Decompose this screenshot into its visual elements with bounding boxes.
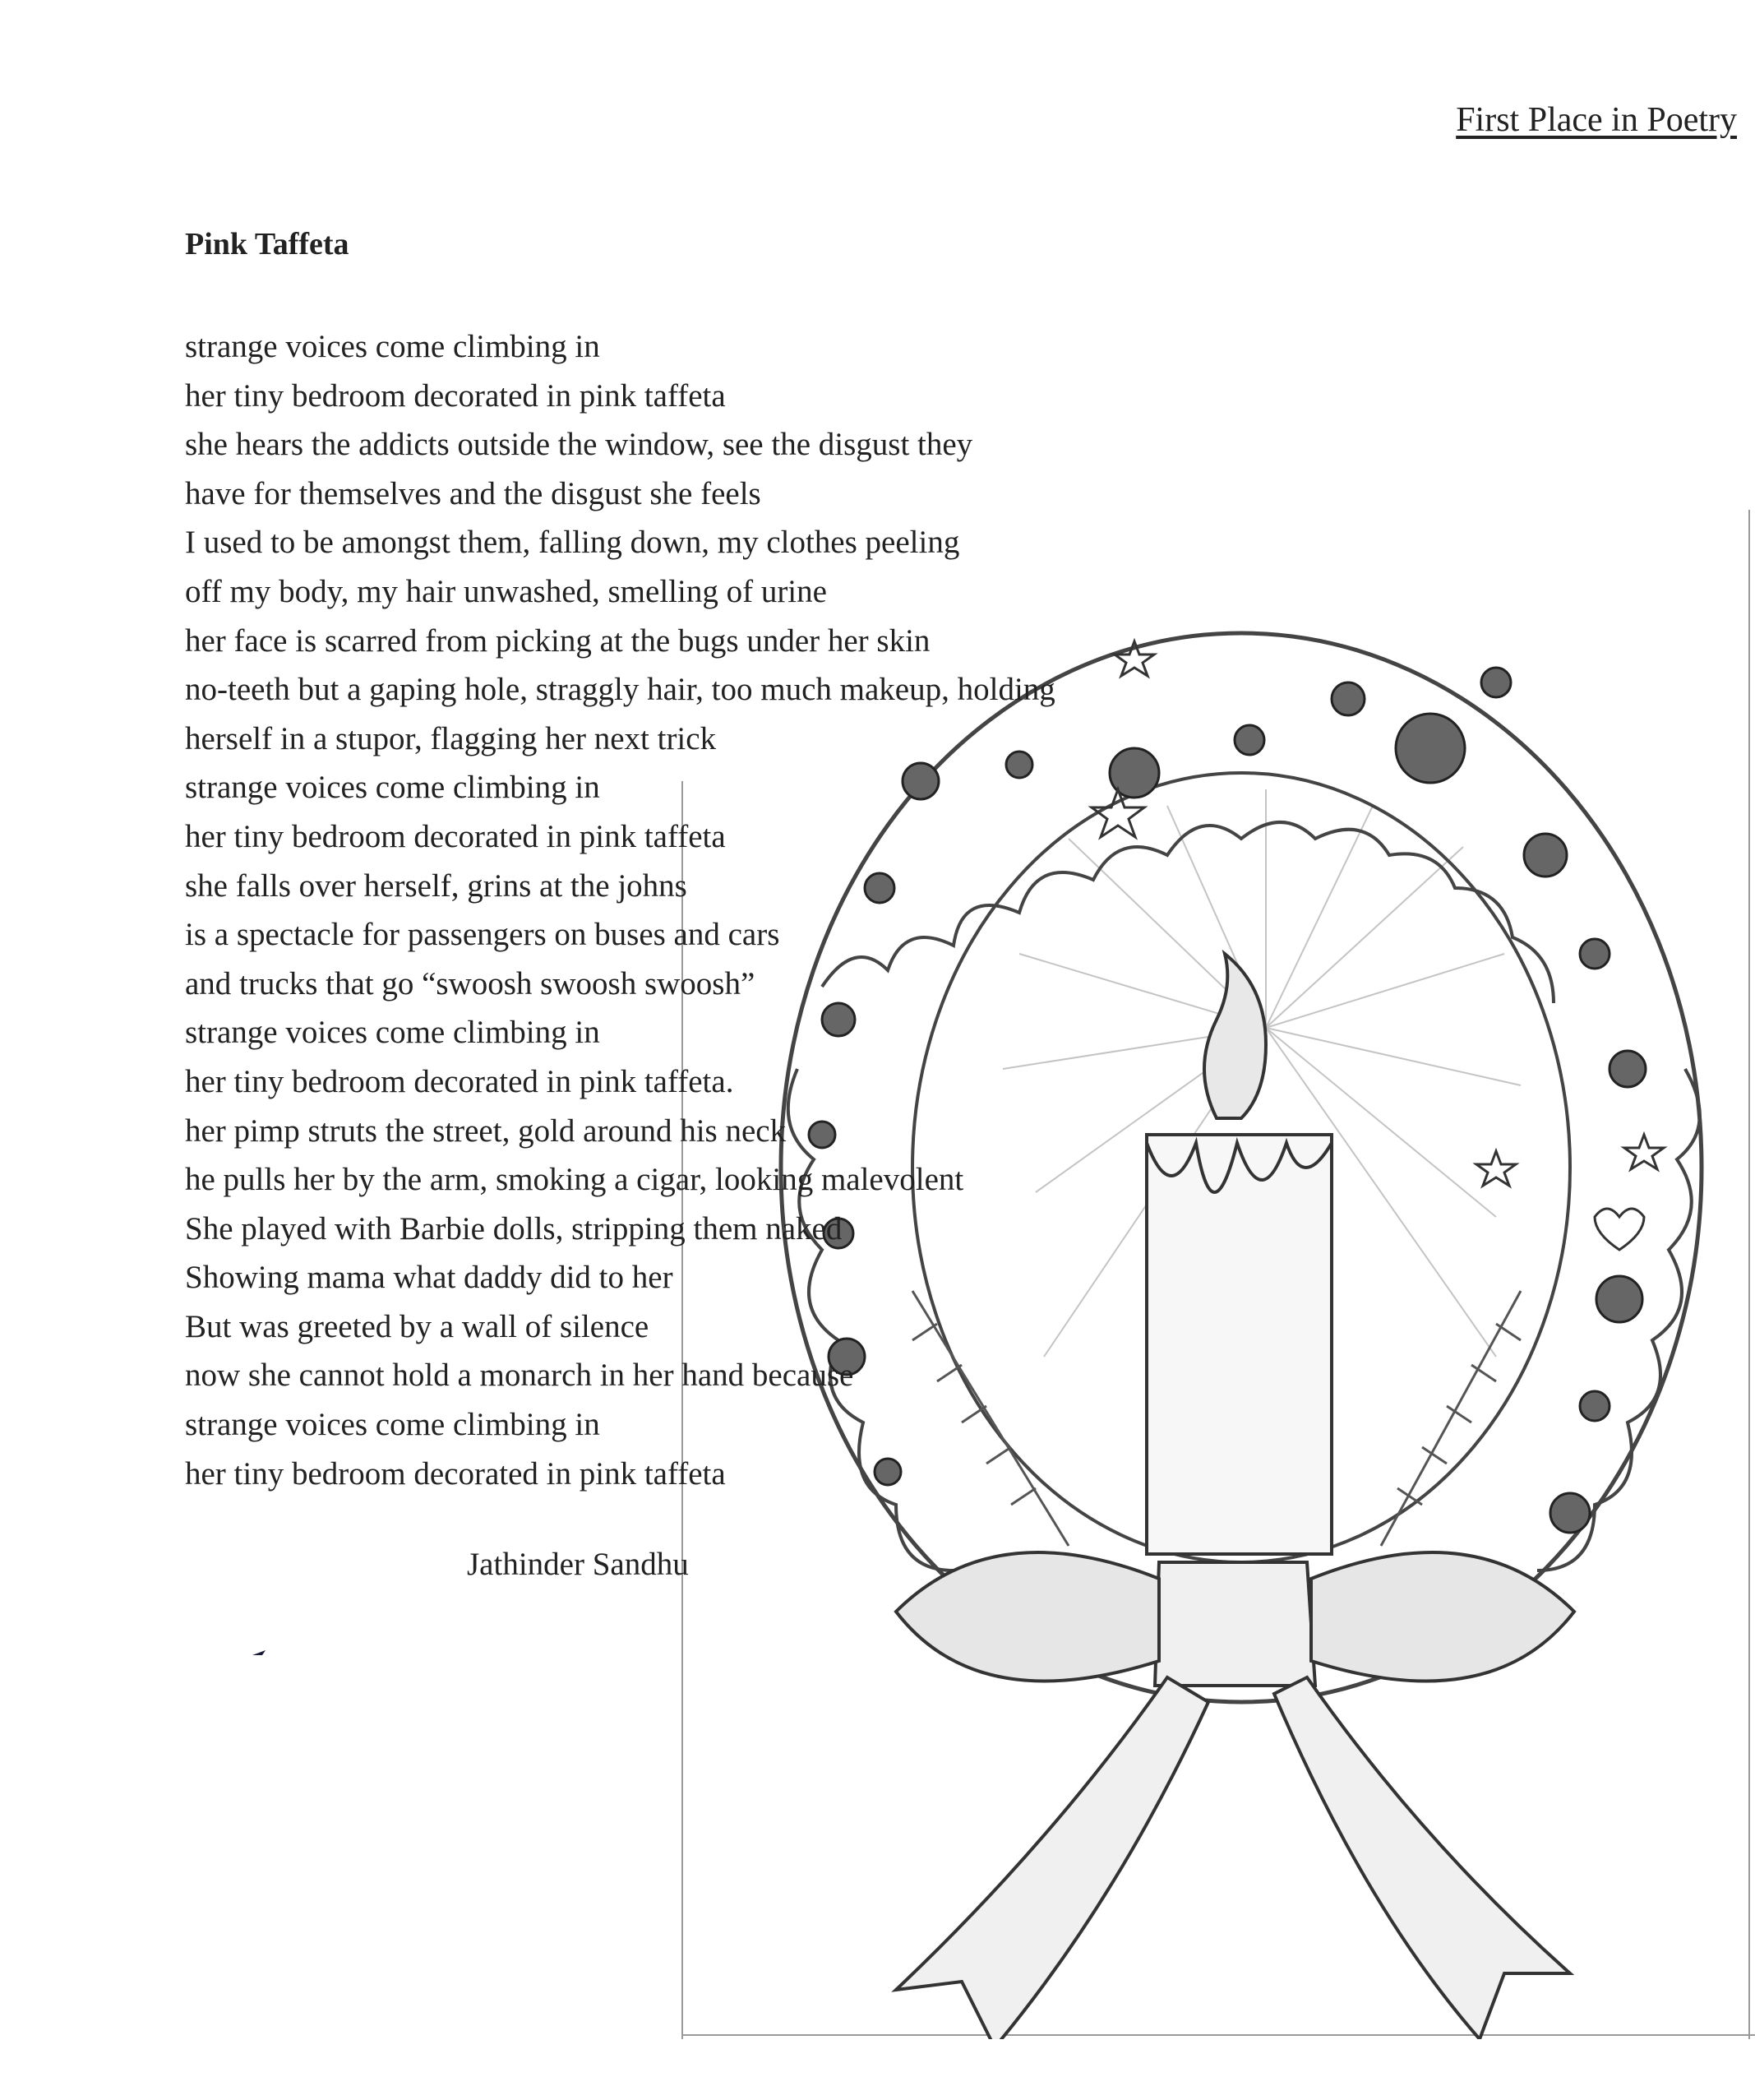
poem-line: strange voices come climbing in bbox=[185, 770, 600, 806]
poem-line: her tiny bedroom decorated in pink taffeta. bbox=[185, 1063, 734, 1099]
poem-title: Pink Taffeta bbox=[185, 227, 349, 261]
poem-line: now she cannot hold a monarch in her hand because bbox=[185, 1358, 854, 1394]
poem-line: no-teeth but a gaping hole, straggly hair, too much makeup, holding bbox=[185, 672, 1055, 708]
poem-line: strange voices come climbing in bbox=[185, 1015, 600, 1051]
poem-line: off my body, my hair unwashed, smelling of urine bbox=[185, 573, 827, 609]
candle bbox=[1147, 954, 1332, 1554]
poem-line: he pulls her by the arm, smoking a cigar, looking malevolent bbox=[185, 1162, 964, 1198]
poem-line: Showing mama what daddy did to her bbox=[185, 1260, 673, 1296]
poem-line: her tiny bedroom decorated in pink taffeta bbox=[185, 1455, 726, 1492]
award-heading: First Place in Poetry bbox=[1456, 101, 1737, 139]
poem-line: She played with Barbie dolls, stripping them naked bbox=[185, 1210, 843, 1247]
poem-line: is a spectacle for passengers on buses and cars bbox=[185, 917, 780, 953]
poem-line: But was greeted by a wall of silence bbox=[185, 1308, 649, 1344]
poem-line: her tiny bedroom decorated in pink taffeta bbox=[185, 818, 726, 854]
poem-line: she hears the addicts outside the window, see the disgust they bbox=[185, 427, 973, 463]
poem-line: herself in a stupor, flagging her next trick bbox=[185, 720, 717, 756]
poem-line: I used to be amongst them, falling down, my clothes peeling bbox=[185, 525, 960, 561]
poem-author: Jathinder Sandhu bbox=[467, 1547, 689, 1582]
ink-speck bbox=[251, 1649, 267, 1657]
poem-line: have for themselves and the disgust she feels bbox=[185, 475, 761, 511]
poem-line: she falls over herself, grins at the johns bbox=[185, 867, 687, 904]
poem-body bbox=[185, 322, 1055, 1498]
poem-line: her face is scarred from picking at the bugs under her skin bbox=[185, 622, 931, 659]
poem-line: her tiny bedroom decorated in pink taffeta bbox=[185, 377, 726, 414]
poem-line: strange voices come climbing in bbox=[185, 329, 600, 364]
poem-line: strange voices come climbing in bbox=[185, 1407, 600, 1443]
ribbon-bow bbox=[896, 1552, 1574, 2039]
poem-line: her pimp struts the street, gold around his neck bbox=[185, 1112, 787, 1149]
poem-line: and trucks that go “swoosh swoosh swoosh” bbox=[185, 965, 755, 1001]
